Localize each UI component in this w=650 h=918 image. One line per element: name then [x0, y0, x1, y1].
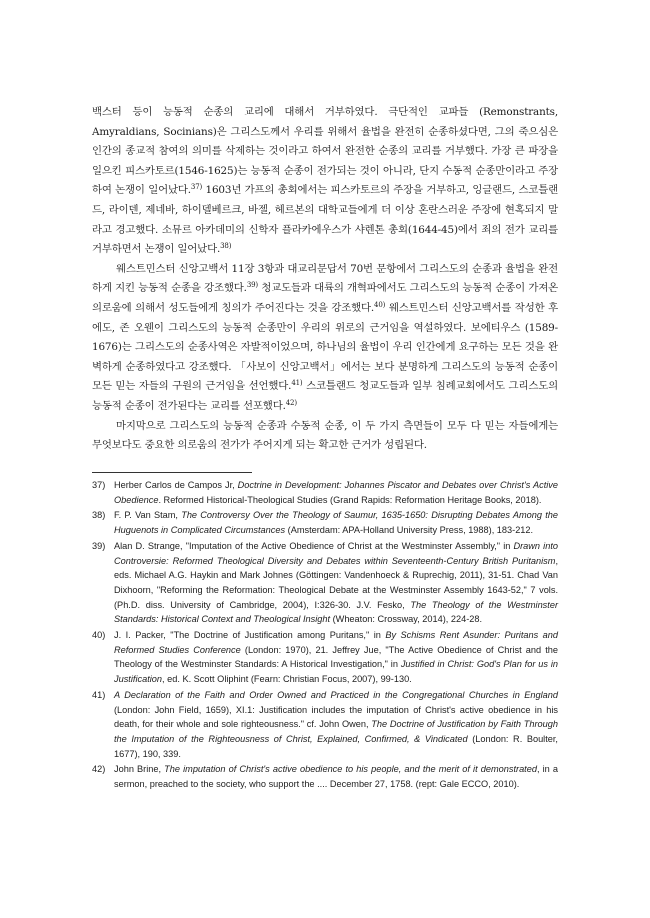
- footnote-ref-39[interactable]: 39): [246, 281, 259, 290]
- footnote-ref-41[interactable]: 41): [291, 379, 303, 388]
- paragraph-1: [92, 103, 558, 260]
- paragraph-text: 백스터 등이 능동적 순종의 교리에 대해서 거부하였다. 극단적인 교파들 (Remonstrants, Amyraldians, Socinians)은 그리스도께서 우리를 위해서 율법을 완전히 순종하셨다면, 그의 죽으심은 인간의 종교적 참여의 의미를 삭제하는 것이라고 하여서 완전한 순종의 교리를 거부했다. 가장 큰 파장을 일으킨 피스카토르(1546-1625)는 능동적 순종이 전가되는 것이 아니라, 단지 수동적 순종만이라고 주장하여 논쟁이 일어났다.: [92, 106, 558, 197]
- footnotes-section: [92, 478, 558, 793]
- footnote-title: The Doctrine of Justification by Faith Through the Imputation of the Righteousness of Christ, Explained, Confirmed, & Vindicated: [114, 719, 558, 744]
- footnote-text: J. I. Packer, "The Doctrine of Justification among Puritans," in: [114, 630, 386, 641]
- footnote-42: [92, 762, 558, 791]
- paragraph-text: 마지막으로 그리스도의 능동적 순종과 수동적 순종, 이 두 가지 측면들이 모두 다 믿는 자들에게는 무엇보다도 중요한 의로움의 전가가 주어지게 되는 확고한 근거가 성립된다.: [92, 419, 558, 452]
- paragraph-text: 1603년 가프의 총회에서는 피스카토르의 주장을 거부하고, 잉글랜드, 스코틀랜드, 라이덴, 제네바, 하이델베르크, 바젤, 헤르본의 대학교들에게 더 이상 혼란스러운 주장에 현혹되지 말라고 경고했다. 소뮤르 아카데미의 신학자 플라카에우스가 샤렌톤 총회(1644-45)에서 죄의 전가 교리를 거부하면서 논쟁이 일어났다.: [92, 184, 558, 256]
- footnote-title: By Schisms Rent Asunder: Puritans and Reformed Studies Conference: [114, 630, 558, 655]
- footnote-number: 41): [92, 689, 106, 700]
- footnote-text: John Brine,: [114, 764, 165, 775]
- paragraph-3: [92, 417, 558, 456]
- footnote-title: Drawn into Controversie: Reformed Theological Diversity and Debates within Seventeenth-Century British Puritanism: [114, 540, 558, 566]
- footnote-ref-37[interactable]: 37): [190, 183, 203, 192]
- paragraph-text: 웨스트민스터 신앙고백서 11장 3항과 대교리문답서 70번 문항에서 그리스도의 순종과 율법을 완전하게 지킨 능동적 순종을 강조했다.: [92, 262, 558, 295]
- footnote-41: [92, 688, 558, 762]
- footnote-text: (London: R. Boulter, 1677), 190, 339.: [114, 733, 558, 759]
- footnote-text: Herber Carlos de Campos Jr,: [114, 480, 238, 490]
- footnote-title: The Theology of the Westminster Standards: Historical Context and Theological Insight: [114, 599, 558, 625]
- footnote-text: , in a sermon, preached to the society, who support the .... December 27, 1758. (rept: Gale ECCO, 2010).: [114, 764, 559, 790]
- paragraph-2: [92, 260, 558, 417]
- footnote-ref-40[interactable]: 40): [374, 300, 386, 309]
- footnote-number: 40): [92, 630, 106, 641]
- footnote-text: Alan D. Strange, "Imputation of the Active Obedience of Christ at the Westminster Assembly," in: [114, 540, 514, 551]
- paragraph-text: 스코틀랜드 청교도들과 일부 침례교회에서도 그리스도의 능동적 순종이 전가된다는 교리를 선포했다.: [92, 380, 558, 412]
- footnote-40: [92, 628, 558, 687]
- footnote-text: (London: John Field, 1659), XI.1: Justification includes the imputation of Christ's active obedience in his death, for their whole and sole righteousness." cf. John Owen,: [114, 704, 558, 730]
- paragraph-text: 청교도들과 대륙의 개혁파에서도 그리스도의 능동적 순종이 가져온 의로움에 의해서 성도들에게 칭의가 주어진다는 것을 강조했다.: [92, 282, 559, 314]
- footnote-38: [92, 508, 558, 537]
- footnote-text: (Amsterdam: APA-Holland University Press, 1988), 183-212.: [285, 525, 534, 536]
- footnote-text: F. P. Van Stam,: [114, 510, 182, 521]
- footnote-39: [92, 539, 558, 627]
- main-body-text: [92, 103, 558, 456]
- footnote-title: Doctrine in Development: Johannes Piscator and Debates over Christ's Active Obedience: [114, 480, 558, 505]
- footnote-37: [92, 478, 558, 507]
- footnote-separator: [92, 472, 252, 473]
- footnote-title: The Controversy Over the Theology of Saumur, 1635-1650: Disrupting Debates Among the Huguenots in Complicated Circumstances: [114, 510, 558, 536]
- footnote-text: , ed. K. Scott Oliphint (Fearn: Christian Focus, 2007), 99-130.: [162, 674, 412, 685]
- footnote-ref-42[interactable]: 42): [285, 398, 297, 407]
- footnote-text: . Reformed Historical-Theological Studies (Grand Rapids: Reformation Heritage Books, 2018).: [158, 494, 542, 505]
- footnote-number: 37): [92, 480, 106, 490]
- footnote-title: The imputation of Christ's active obedience to his people, and the merit of it demonstrated: [164, 764, 537, 775]
- footnote-text: (London: 1970), 21. Jeffrey Jue, "The Active Obedience of Christ and the Theology of the Westminster Standards: A Historical Investigation," in: [114, 644, 558, 670]
- footnote-ref-38[interactable]: 38): [220, 242, 232, 251]
- footnote-number: 38): [92, 510, 106, 521]
- footnote-title: A Declaration of the Faith and Order Owned and Practiced in the Congregational Churches in England: [114, 689, 558, 700]
- footnote-number: 42): [92, 764, 106, 775]
- footnote-text: , eds. Michael A.G. Haykin and Mark Johnes (Göttingen: Vandenhoeck & Ruprechig, 2011), 31-51. Chad Van Dixhoorn, "Reforming the Reformation: Theological Debate at the Westminster Assembly 1643-52," 7 vols. (Ph.D. diss. University of Cambridge, 2004), I:326-30. J.V. Fesko,: [114, 555, 558, 610]
- footnote-title: Justified in Christ: God's Plan for us in Justification: [114, 659, 558, 685]
- paragraph-text: 웨스트민스터 신앙고백서를 작성한 후에도, 존 오웬이 그리스도의 능동적 순종만이 우리의 위로의 근거임을 역설하였다. 보에티우스 (1589-1676)는 그리스도의 순종사역은 자발적이었으며, 하나님의 율법이 우리 인간에게 요구하는 모든 것을 완벽하게 순종하였다고 강조했다. 「사보이 신앙고백서」에서는 보다 분명하게 그리스도의 능동적 순종이 모든 믿는 자들의 구원의 근거임을 선언했다.: [92, 301, 558, 393]
- footnote-number: 39): [92, 540, 106, 551]
- footnote-text: (Wheaton: Crossway, 2014), 224-28.: [330, 614, 483, 625]
